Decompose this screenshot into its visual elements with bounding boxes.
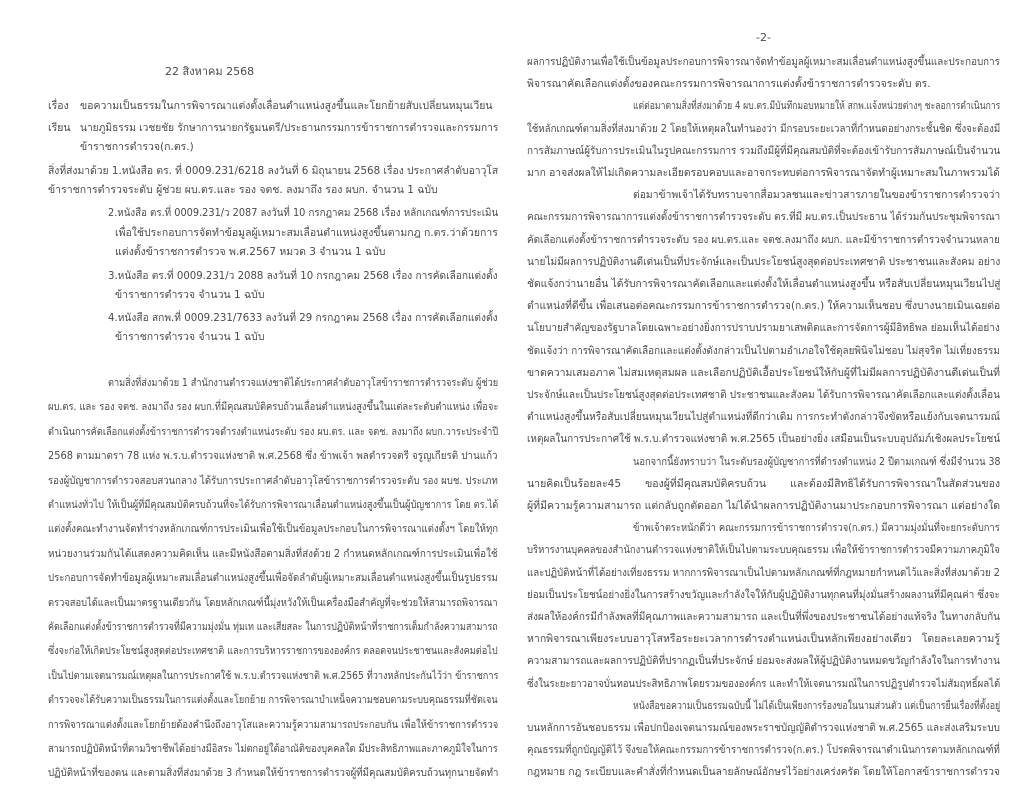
text-line: ใช้หลักเกณฑ์ตามสิ่งที่ส่งมาด้วย 2 โดยให้เหตุผลในทำนองว่า มีกรอบระยะเวลาที่กำหนดอย่างกระชั้นชิด ซึ่งจะต้องมี: [527, 122, 1001, 135]
text-line: 4.หนังสือ สกพ.ที่ 0009.231/7633 ลงวันที่ 29 กรกฎาคม 2568 เรื่อง การคัดเลือกแต่งตั้ง: [108, 312, 498, 324]
text-line: ตำแหน่งสูงขึ้นหรือสับเปลี่ยนหมุนเวียนไปสู่ตำแหน่งที่ดีกว่าเดิม การกระทำดังกล่าวจึงขัดหรือแย้งกับเจตนารมณ์: [527, 411, 1001, 424]
text-line: 2.หนังสือ ตร.ที่ 0009.231/ว 2087 ลงวันที่ 10 กรกฎาคม 2568 เรื่อง หลักเกณฑ์การประเมิน: [108, 207, 499, 219]
text-line: 2568 ตามมาตรา 78 แห่ง พ.ร.บ.ตำรวจแห่งชาติ พ.ศ.2568 ซึ่ง ข้าพเจ้า พลตำรวจตรี จรูญเกียรติ ปานแก้ว: [48, 450, 498, 463]
text-line: บนหลักการอันชอบธรรม เพื่อปกป้องเจตนารมณ์ของพระราชบัญญัติตำรวจแห่งชาติ พ.ศ.2565 และส่งเสริมระบบ: [527, 722, 1000, 734]
text-line: นายไม่มีผลการปฏิบัติงานดีเด่นเป็นที่ประจักษ์และเป็นประโยชน์สูงสุดต่อประเทศชาติ ประชาชนและสังคม อย่าง: [527, 255, 1001, 268]
text-line: คณะกรรมการพิจารณาการแต่งตั้งข้าราชการตำรวจระดับ ตร.ที่มี ผบ.ตร.เป็นประธาน ได้ร่วมกันประชุมพิจารณา: [527, 211, 1001, 224]
text-line: ข้าราชการตำรวจ จำนวน 1 ฉบับ: [115, 289, 265, 301]
text-line: แต่งตั้งข้าราชการตำรวจ พ.ศ.2567 หมวด 3 จำนวน 1 ฉบับ: [115, 246, 386, 258]
text-line: เพื่อใช้ประกอบการจัดทำข้อมูลผู้เหมาะสมเลื่อนตำแหน่งสูงขึ้นตามกฎ ก.ตร.ว่าด้วยการ: [115, 227, 498, 239]
subject-label: เรื่อง: [48, 100, 69, 112]
text-line: ข้าราชการตำรวจระดับ ผู้ช่วย ผบ.ตร.และ รอง จตช. ลงมาถึง รอง ผบก. จำนวน 1 ฉบับ: [48, 184, 438, 196]
text-line: ผลการปฏิบัติงานเพื่อใช้เป็นข้อมูลประกอบการพิจารณาจัดทำข้อมูลผู้เหมาะสมเลื่อนตำแหน่งสูงขึ้นและประกอบการ: [527, 56, 1000, 68]
text-line: ข้าพเจ้าตระหนักดีว่า คณะกรรมการข้าราชการตำรวจ(ก.ตร.) มีความมุ่งมั่นที่จะยกระดับการ: [633, 522, 1000, 535]
text-line: ดำเนินการคัดเลือกแต่งตั้งข้าราชการตำรวจดำรงตำแหน่งระดับ รอง ผบ.ตร. และ จตช. ลงมาถึง ผบก.วาระประจำปี: [48, 425, 499, 438]
text-line: ตำรวจจะได้รับความเป็นธรรมในการแต่งตั้งและโยกย้าย การพิจารณาบำเหน็จความชอบตามระบบคุณธรรมที่ชัดเจน: [48, 694, 498, 707]
text-line: ผบ.ตร. และ รอง จตช. ลงมาถึง รอง ผบก.ที่มีคุณสมบัติครบถ้วนเลื่อนตำแหน่งสูงขึ้นในแต่ละระดับตำแหน่ง เพื่อจะ: [48, 401, 499, 414]
text-line: ตามสิ่งที่ส่งมาด้วย 1 สำนักงานตำรวจแห่งชาติได้ประกาศลำดับอาวุโสข้าราชการตำรวจระดับ ผู้ช่วย: [108, 377, 499, 389]
text-line: ต่อมาข้าพเจ้าได้รับทราบจากสื่อมวลชนและข่าวสารภายในของข้าราชการตำรวจว่า: [633, 189, 1001, 202]
text-line: ผู้ที่มีความรู้ความสามารถ แต่กลับถูกตัดออก ไม่ได้นำผลการปฏิบัติงานมาประกอบการพิจารณา แต่อย่างใด: [527, 500, 1001, 512]
text-line: แต่งตั้งคณะทำงานจัดทำร่างหลักเกณฑ์การประเมินเพื่อใช้เป็นข้อมูลประกอบในการพิจารณาแต่งตั้งฯ โดยให้ทุก: [48, 523, 499, 536]
text-line: ตรวจสอบได้และเป็นมาตรฐานเดียวกัน โดยหลักเกณฑ์นี้มุ่งหวังให้เป็นเครื่องมือสำคัญที่จะช่วยให้สามารถพิจารณา: [48, 596, 498, 609]
letter-date: 22 สิงหาคม 2568: [165, 65, 255, 78]
text-line: นายคิดเป็นร้อยละ45 ของผู้ที่มีคุณสมบัติครบถ้วน และต้องมีสิทธิได้รับการพิจารณาในสัดส่วนของ: [527, 477, 1000, 490]
text-line: ส่งผลให้องค์กรมีกำลังพลที่มีคุณภาพและความสามารถ และเป็นที่พึ่งของประชาชนได้อย่างแท้จริง ในทางกลับกัน: [527, 611, 1000, 623]
text-line: สิ่งที่ส่งมาด้วย 1.หนังสือ ตร. ที่ 0009.231/6218 ลงวันที่ 6 มิถุนายน 2568 เรื่อง ประกาศลำดับอาวุโส: [48, 165, 499, 177]
text-line: คุณธรรมที่ถูกบัญญัติไว้ จึงขอให้คณะกรรมการข้าราชการตำรวจ(ก.ตร.) โปรดพิจารณาดำเนินการตามหลักเกณฑ์ที่: [527, 744, 1000, 757]
text-line: การสัมภาษณ์ผู้รับการประเมินในรูปคณะกรรมการ รวมถึงมีผู้ที่มีคุณสมบัติที่จะต้องเข้ารับการสัมภาษณ์เป็นจำนวน: [527, 144, 1001, 157]
text-line: นโยบายสำคัญของรัฐบาลโดยเฉพาะอย่างยิ่งการปราบปรามยาเสพติดและการจัดการผู้มีอิทธิพล ย่อมเห็นได้อย่าง: [527, 322, 1000, 335]
text-line: บริหารงานบุคคลของสำนักงานตำรวจแห่งชาติให้เป็นไปตามระบบคุณธรรม เพื่อให้ข้าราชการตำรวจมีความภาคภูมิใจ: [527, 544, 1000, 557]
text-line: แต่ต่อมาตามสิ่งที่ส่งมาด้วย 4 ผบ.ตร.มีบันทึกมอบหมายให้ สกพ.แจ้งหน่วยต่างๆ ชะลอการดำเนินการ: [633, 100, 1001, 113]
text-line: กฎหมาย กฎ ระเบียบและคำสั่งที่กำหนดเป็นลายลักษณ์อักษรไว้อย่างเคร่งครัด โดยให้โอกาสข้าราชการตำรวจ: [527, 766, 1000, 779]
text-line: เหตุผลในการประกาศใช้ พ.ร.บ.ตำรวจแห่งชาติ พ.ศ.2565 เป็นอย่างยิ่ง เสมือนเป็นระบบอุปถัมภ์เชิงผลประโยชน์: [527, 433, 1001, 446]
text-line: พิจารณาคัดเลือกแต่งตั้งของคณะกรรมการพิจารณาการแต่งตั้งข้าราชการตำรวจระดับ ตร.: [527, 78, 931, 91]
letter-page-2: [512, 0, 1024, 799]
text-line: ซึ่งในระยะยาวอาจบั่นทอนประสิทธิภาพโดยรวมขององค์กร และทำให้เจตนารมณ์ในการปฏิรูปตำรวจไม่สัมฤทธิ์ผลได้: [527, 677, 1001, 690]
text-line: หนังสือขอความเป็นธรรมฉบับนี้ ไม่ได้เป็นเพียงการร้องขอในนามส่วนตัว แต่เป็นการยื่นเรื่องที่ตั้งอยู่: [633, 699, 1001, 712]
text-line: รองผู้บัญชาการตำรวจสอบสวนกลาง ได้รับการประกาศลำดับอาวุโสข้าราชการตำรวจระดับ รอง ผบช. ประเภท: [48, 474, 498, 487]
text-line: 3.หนังสือ ตร.ที่ 0009.231/ว 2088 ลงวันที่ 10 กรกฎาคม 2568 เรื่อง การคัดเลือกแต่งตั้ง: [108, 270, 498, 282]
text-line: หน่วยงานร่วมกันได้แสดงความคิดเห็น และมีหนังสือตามสิ่งที่ส่งด้วย 2 กำหนดหลักเกณฑ์การประเมินเพื่อใช้: [48, 547, 498, 560]
subject-text: ขอความเป็นธรรมในการพิจารณาแต่งตั้งเลื่อนตำแหน่งสูงขึ้นและโยกย้ายสับเปลี่ยนหมุนเวียน: [80, 100, 493, 112]
text-line: การพิจารณาแต่งตั้งและโยกย้ายต้องคำนึงถึงอาวุโสและความรู้ความสามารถประกอบกัน เพื่อให้ข้าราชการตำรวจ: [48, 718, 499, 731]
text-line: คัดเลือกแต่งตั้งข้าราชการตำรวจที่มีความมุ่งมั่น ทุ่มเท และเสียสละ ในการปฏิบัติหน้าที่ราชการเต็มกำลังความสามารถ: [48, 621, 498, 633]
text-line: ย่อมเป็นประโยชน์อย่างยิ่งในการสร้างขวัญและกำลังใจให้กับผู้ปฏิบัติงานทุกคนที่มุ่งมั่นสร้างผลงานที่มีคุณค่า ซึ่งจะ: [527, 588, 1000, 601]
text-line: และปฏิบัติหน้าที่ได้อย่างเที่ยงธรรม หากการพิจารณาเป็นไปตามหลักเกณฑ์ที่กฎหมายกำหนดไว้และสิ่งที่ส่งมาด้วย 2: [527, 566, 1000, 579]
page-number: -2-: [756, 31, 771, 44]
text-line: หากพิจารณาเพียงระบบอาวุโสหรือระยะเวลาการดำรงตำแหน่งเป็นหลักเพียงอย่างเดียว โดยละเลยความรู้: [527, 633, 1000, 646]
text-line: ความสามารถและผลการปฏิบัติที่ปรากฏเป็นที่ประจักษ์ ย่อมจะส่งผลให้ผู้ปฏิบัติงานหมดขวัญกำลังใจในการทำงาน: [527, 655, 1000, 668]
text-line: สามารถปฏิบัติหน้าที่ตามวิชาชีพได้อย่างมีอิสระ ไม่ตกอยู่ใต้อาณัติของบุคคลใด มีประสิทธิภาพและภาคภูมิใจในการ: [48, 743, 498, 755]
text-line: ขาดความเสมอภาค ไม่สมเหตุสมผล และเลือกปฏิบัติเอื้อประโยชน์ให้กับผู้ที่ไม่มีผลการปฏิบัติงานดีเด่นเป็นที่: [527, 366, 1001, 379]
text-line: นอกจากนี้ยังทราบว่า ในระดับรองผู้บัญชาการที่ดำรงตำแหน่ง 2 ปีตามเกณฑ์ ซึ่งมีจำนวน 38: [633, 455, 1001, 468]
text-line: ประกอบการจัดทำข้อมูลผู้เหมาะสมเลื่อนตำแหน่งสูงขึ้นเพื่อจัดลำดับผู้เหมาะสมเลื่อนตำแหน่งสูงขึ้นเป็นรูปธรรม: [48, 572, 498, 585]
text-line: ตำแหน่งทั่วไป ให้เป็นผู้ที่มีคุณสมบัติครบถ้วนที่จะได้รับการพิจารณาเลื่อนตำแหน่งสูงขึ้นเป็นผู้บัญชาการ โดย ตร.ได้: [48, 499, 499, 511]
text-line: เป็นไปตามเจตนารมณ์เหตุผลในการประกาศใช้ พ.ร.บ.ตำรวจแห่งชาติ พ.ศ.2565 ที่วางหลักประกันไว้ว่า ข้าราชการ: [48, 669, 499, 682]
text-line: ประจักษ์และเป็นประโยชน์สูงสุดต่อประเทศชาติ ประชาชนและสังคม ได้รับการพิจารณาคัดเลือกและแต่งตั้งเลื่อน: [527, 389, 1000, 401]
recipient-label: เรียน: [48, 122, 71, 134]
text-line: ข้าราชการตำรวจ จำนวน 1 ฉบับ: [115, 331, 265, 343]
recipient-line: นายภูมิธรรม เวชยชัย รักษาการนายกรัฐมนตรี/ประธานกรรมการข้าราชการตำรวจและกรรมการ: [80, 122, 499, 134]
text-line: ตำแหน่งที่ดีขึ้น เพื่อเสนอต่อคณะกรรมการข้าราชการตำรวจ(ก.ตร.) ให้ความเห็นชอบ ซึ่งบางนายเมินเฉยต่อ: [527, 300, 1001, 313]
text-line: มาก อาจส่งผลให้ไม่เกิดความละเอียดรอบคอบและอาจกระทบต่อการพิจารณาจัดทำผู้เหมาะสมในภาพรวมได้: [527, 167, 1000, 179]
text-line: ปฏิบัติหน้าที่ของตน และตามสิ่งที่ส่งมาด้วย 3 กำหนดให้ข้าราชการตำรวจผู้ที่มีคุณสมบัติครบถ้วนทุกนายจัดทำ: [48, 767, 499, 780]
text-line: ชัดแจ้งกว่านายอื่น ได้รับการพิจารณาคัดเลือกและแต่งตั้งให้เลื่อนตำแหน่งสูงขึ้น หรือสับเปลี่ยนหมุนเวียนไปสู่: [527, 278, 1001, 290]
text-line: ซึ่งจะก่อให้เกิดประโยชน์สูงสุดต่อประเทศชาติ และการบริหารราชการขององค์กร ตลอดจนประชาชนและสังคมต่อไป: [48, 645, 498, 658]
recipient-line: ข้าราชการตำรวจ(ก.ตร.): [80, 141, 194, 153]
text-line: ชัดแจ้งว่า การพิจารณาคัดเลือกและแต่งตั้งดังกล่าวเป็นไปตามอำเภอใจใช้ดุลยพินิจไม่ชอบ ไม่สุจริต ไม่เที่ยงธรรม: [527, 344, 1000, 357]
text-line: คัดเลือกแต่งตั้งข้าราชการตำรวจระดับ รอง ผบ.ตร.และ จตช.ลงมาถึง ผบก. และมีข้าราชการตำรวจจำนวนหลาย: [527, 233, 1000, 246]
